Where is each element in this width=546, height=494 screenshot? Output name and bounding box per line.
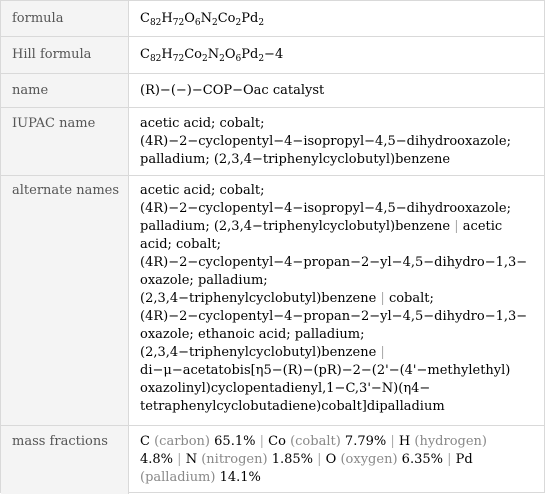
row-key [1, 74, 129, 107]
mass-fraction-line [140, 435, 487, 448]
row-formula [1, 1, 544, 37]
alt-name-line: (4R)−2−cyclopentyl−4−propan−2−yl−4,5−dihydro−1,3− [140, 255, 528, 270]
name-value: (R)−(−)−COP−Oac catalyst [140, 83, 325, 98]
alt-name-line: acetic acid; cobalt; [140, 183, 265, 198]
mass-fraction-item: H (hydrogen) [398, 434, 488, 449]
separator: | [380, 345, 385, 360]
mass-fraction-line: 4.8% | N (nitrogen) 1.85% | O (oxygen) 6.35% | Pd [140, 452, 473, 467]
alt-name-line: (4R)−2−cyclopentyl−4−isopropyl−4,5−dihydrooxazole; [140, 201, 511, 216]
mass-fraction-item: O (oxygen) 6.35% [325, 452, 443, 467]
separator: | [454, 219, 459, 234]
key-label: IUPAC name [12, 116, 96, 131]
alt-name-line: di−μ−acetatobis[η5−(R)−(pR)−2−(2'−(4'−methylethyl) [140, 363, 511, 378]
formula-value: $C_{82}H_{72}O_6N_2Co_2Pd_2$ [140, 11, 265, 28]
row-key [1, 37, 129, 73]
alt-name-line: tetraphenylcyclobutadiene)cobalt]dipalladium [140, 399, 445, 414]
row-key [1, 108, 129, 175]
row-value [129, 176, 544, 425]
alt-name-line: acid; cobalt; [140, 237, 221, 252]
row-value [129, 37, 544, 73]
key-label: formula [12, 11, 64, 26]
alt-name-line: oxazole; palladium; [140, 273, 268, 288]
alt-name-line: oxazole; ethanoic acid; palladium; [140, 327, 365, 342]
hill-formula-value: $C_{82}H_{72}Co_2N_2O_6Pd_2-4$ [140, 47, 284, 64]
separator: | [259, 434, 264, 449]
key-label: name [12, 83, 49, 98]
row-alternate-names [1, 176, 544, 426]
separator: | [380, 291, 385, 306]
row-value [129, 74, 544, 107]
row-value [129, 108, 544, 175]
alt-name-line: (2,3,4−triphenylcyclobutyl)benzene | [140, 345, 385, 360]
alt-name-line: (2,3,4−triphenylcyclobutyl)benzene | cobalt; [140, 291, 434, 306]
iupac-line: (4R)−2−cyclopentyl−4−isopropyl−4,5−dihydrooxazole; [140, 134, 511, 149]
alt-name-line: palladium; (2,3,4−triphenylcyclobutyl)benzene | acetic [140, 219, 503, 234]
mass-fraction-item: Co (cobalt) 7.79% [268, 434, 387, 449]
row-value [129, 1, 544, 36]
row-hill-formula [1, 37, 544, 74]
key-label: mass fractions [12, 434, 108, 449]
separator: | [390, 434, 395, 449]
row-iupac-name [1, 108, 544, 176]
row-name [1, 74, 544, 108]
row-mass-fractions [1, 426, 544, 494]
iupac-line: acetic acid; cobalt; [140, 116, 265, 131]
row-value [129, 426, 544, 494]
mass-fraction-item: N (nitrogen) 1.85% [185, 452, 313, 467]
mass-fraction-line: (palladium) 14.1% [140, 470, 261, 485]
key-label: alternate names [12, 183, 120, 198]
separator: | [447, 452, 452, 467]
separator: | [177, 452, 182, 467]
alt-name-line: oxazolinyl)cyclopentadienyl,1−C,3'−N)(η4− [140, 381, 431, 396]
key-label: Hill formula [12, 47, 92, 62]
alt-name-line: (4R)−2−cyclopentyl−4−propan−2−yl−4,5−dihydro−1,3− [140, 309, 528, 324]
mass-fraction-item: C (carbon) 65.1% [140, 434, 256, 449]
row-key [1, 176, 129, 425]
separator: | [317, 452, 322, 467]
row-key [1, 1, 129, 36]
iupac-line: palladium; (2,3,4−triphenylcyclobutyl)benzene [140, 152, 451, 167]
row-key [1, 426, 129, 494]
